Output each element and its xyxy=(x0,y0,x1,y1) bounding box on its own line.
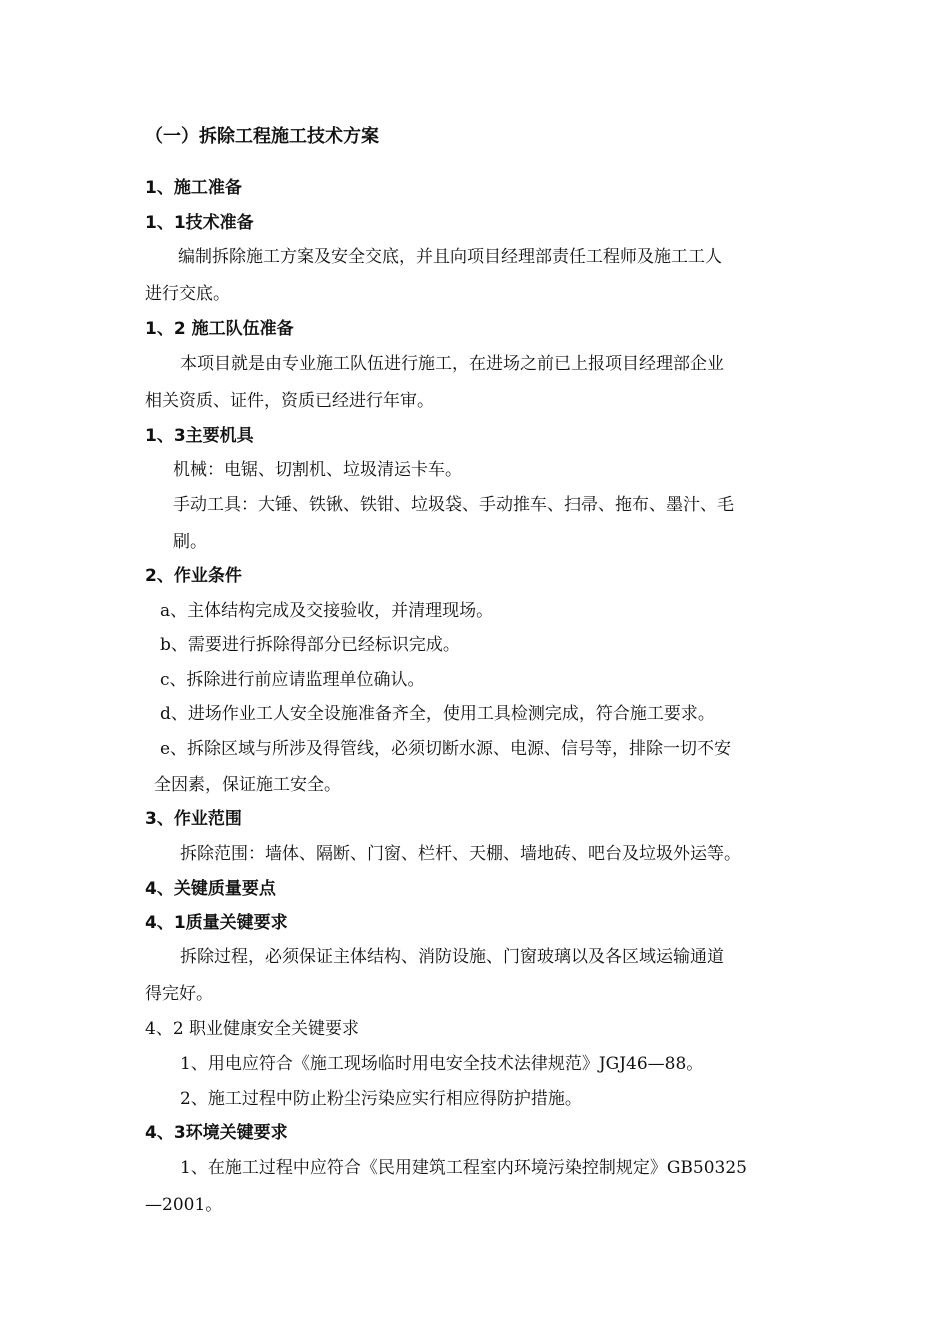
list-item: d、进场作业工人安全设施准备齐全，使用工具检测完成，符合施工要求。 xyxy=(160,704,715,724)
list-item: 机械：电锯、切割机、垃圾清运卡车。 xyxy=(173,460,462,480)
paragraph-line: 1、在施工过程中应符合《民用建筑工程室内环境污染控制规定》GB50325 xyxy=(180,1158,747,1178)
heading-work-conditions: 2、作业条件 xyxy=(145,566,242,586)
list-item: e、拆除区域与所涉及得管线，必须切断水源、电源、信号等，排除一切不安 xyxy=(160,739,732,759)
paragraph-line: —2001。 xyxy=(145,1195,223,1215)
paragraph-line: 进行交底。 xyxy=(145,284,230,304)
heading-work-scope: 3、作业范围 xyxy=(145,809,242,829)
paragraph-line: 拆除过程，必须保证主体结构、消防设施、门窗玻璃以及各区域运输通道 xyxy=(180,947,724,967)
list-item: 1、用电应符合《施工现场临时用电安全技术法律规范》JGJ46—88。 xyxy=(180,1054,704,1074)
list-item: a、主体结构完成及交接验收，并清理现场。 xyxy=(160,601,494,621)
heading-health-safety: 4、2 职业健康安全关键要求 xyxy=(145,1019,360,1039)
paragraph-line: 相关资质、证件，资质已经进行年审。 xyxy=(145,391,434,411)
paragraph-line: 拆除范围：墙体、隔断、门窗、栏杆、天棚、墙地砖、吧台及垃圾外运等。 xyxy=(180,844,741,864)
list-item: 2、施工过程中防止粉尘污染应实行相应得防护措施。 xyxy=(180,1089,582,1109)
list-item: c、拆除进行前应请监理单位确认。 xyxy=(160,670,425,690)
heading-main-equipment: 1、3主要机具 xyxy=(145,426,254,446)
heading-quality-requirements: 4、1质量关键要求 xyxy=(145,913,288,933)
paragraph-line: 得完好。 xyxy=(145,984,213,1004)
paragraph-line: 本项目就是由专业施工队伍进行施工，在进场之前已上报项目经理部企业 xyxy=(180,354,724,374)
document-title: （一）拆除工程施工技术方案 xyxy=(145,126,379,147)
list-item: 手动工具：大锤、铁锹、铁钳、垃圾袋、手动推车、扫帚、拖布、墨汁、毛 xyxy=(173,495,734,515)
heading-technical-prep: 1、1技术准备 xyxy=(145,213,254,233)
heading-construction-prep: 1、施工准备 xyxy=(145,178,242,198)
paragraph-line: 编制拆除施工方案及安全交底，并且向项目经理部责任工程师及施工工人 xyxy=(178,247,722,267)
list-item: 全因素，保证施工安全。 xyxy=(154,775,341,795)
heading-quality-points: 4、关键质量要点 xyxy=(145,879,276,899)
heading-team-prep: 1、2 施工队伍准备 xyxy=(145,319,294,339)
list-item: b、需要进行拆除得部分已经标识完成。 xyxy=(160,635,460,655)
list-item: 刷。 xyxy=(173,532,207,552)
heading-environment: 4、3环境关键要求 xyxy=(145,1123,288,1143)
